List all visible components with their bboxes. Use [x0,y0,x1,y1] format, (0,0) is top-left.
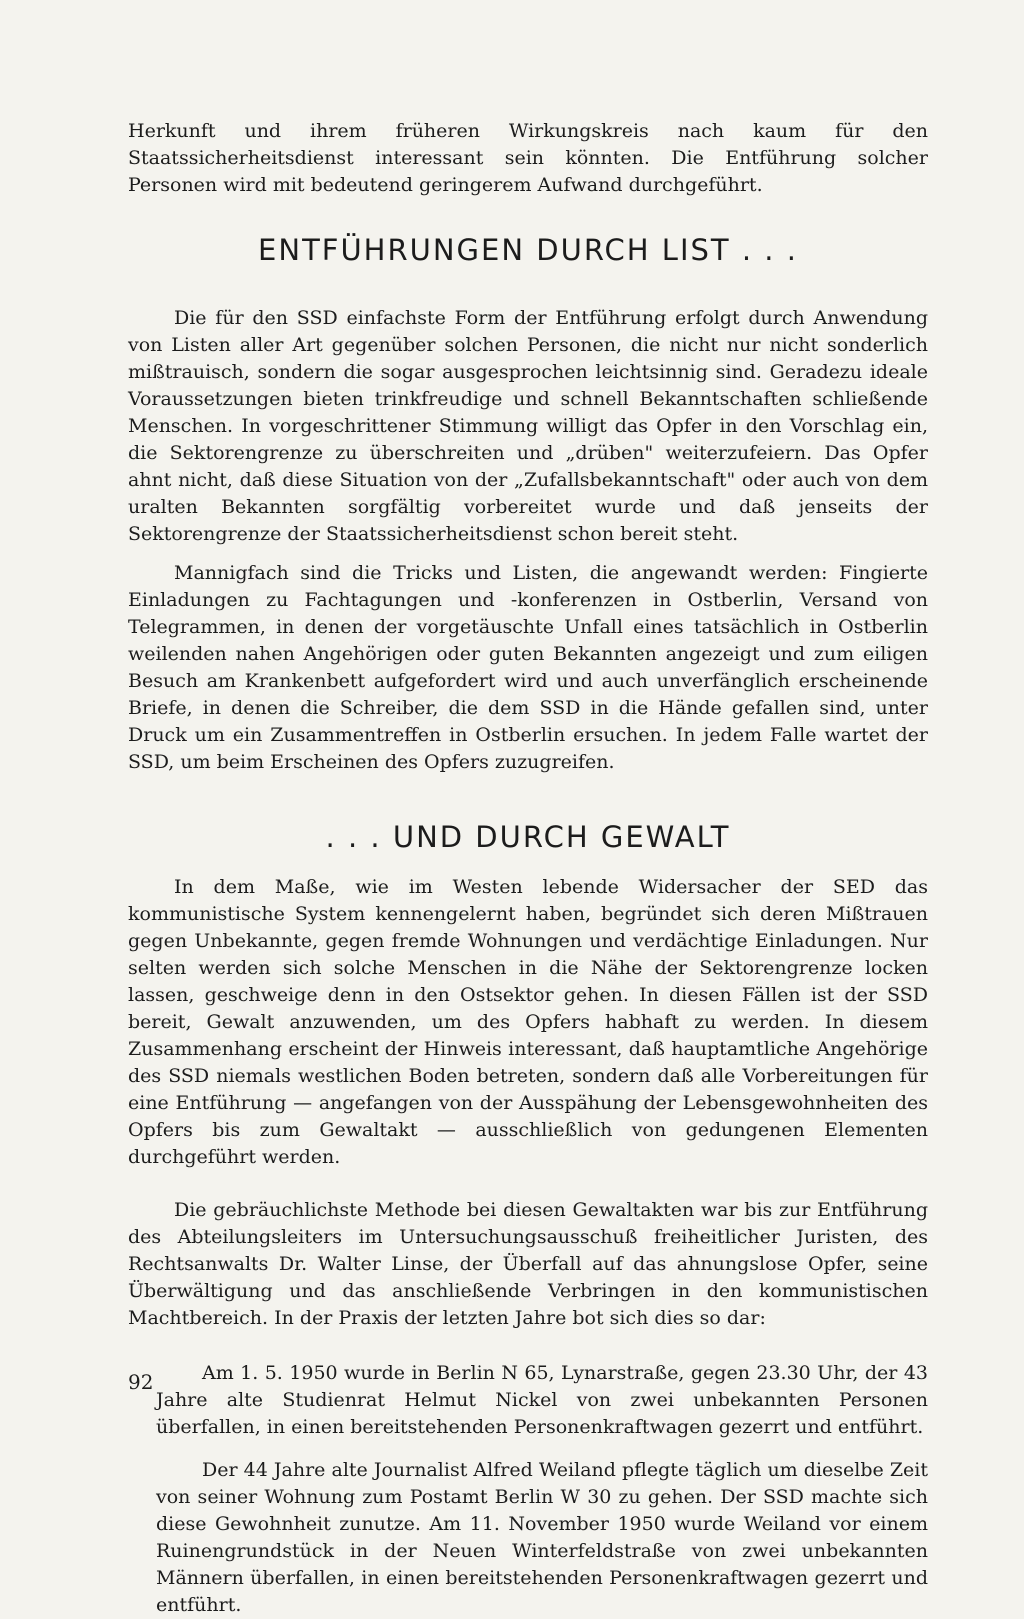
body-paragraph: In dem Maße, wie im Westen lebende Widersacher der SED das kommunistische System kennengelernt haben, begründet sich deren Mißtrauen gegen Unbekannte, gegen fremde Wohnungen und verdächtige Einladungen. Nur selten werden sich solche Menschen in die Nähe der Sektorengrenze locken lassen, geschweige denn in den Ostsektor gehen. In diesen Fällen ist der SSD bereit, Gewalt anzuwenden, um des Opfers habhaft zu werden. In diesem Zusammenhang erscheint der Hinweis interessant, daß hauptamtliche Angehörige des SSD niemals westlichen Boden betreten, sondern daß alle Vorbereitungen für eine Entführung — angefangen von der Ausspähung der Lebensgewohnheiten des Opfers bis zum Gewaltakt — ausschließlich von gedungenen Elementen durchgeführt werden. [128,876,928,1168]
case-paragraph: Am 1. 5. 1950 wurde in Berlin N 65, Lynarstraße, gegen 23.30 Uhr, der 43 Jahre alte Studienrat Helmut Nickel von zwei unbekannten Personen überfallen, in einen bereitstehenden Personenkraftwagen gezerrt und entführt. [156,1362,928,1438]
section-heading-list: ENTFÜHRUNGEN DURCH LIST . . . [258,233,798,267]
body-paragraph: Die für den SSD einfachste Form der Entführung erfolgt durch Anwendung von Listen aller Art gegenüber solchen Personen, die nicht nur nicht sonderlich mißtrauisch, sondern die sogar ausgesprochen leichtsinnig sind. Geradezu ideale Voraussetzungen bieten trinkfreudige und schnell Bekanntschaften schließende Menschen. In vorgeschrittener Stimmung willigt das Opfer in den Vorschlag ein, die Sektorengrenze zu überschreiten und „drüben" weiterzufeiern. Das Opfer ahnt nicht, daß diese Situation von der „Zufallsbekanntschaft" oder auch von dem uralten Bekannten sorgfältig vorbereitet wurde und daß jenseits der Sektorengrenze der Staatssicherheitsdienst schon bereit steht. [128,307,928,545]
section-heading-gewalt: . . . UND DURCH GEWALT [325,820,731,854]
body-paragraph: Die gebräuchlichste Methode bei diesen Gewaltakten war bis zur Entführung des Abteilungsleiters im Untersuchungsausschuß freiheitlicher Juristen, des Rechtsanwalts Dr. Walter Linse, der Überfall auf das ahnungslose Opfer, seine Überwältigung und das anschließende Verbringen in den kommunistischen Machtbereich. In der Praxis der letzten Jahre bot sich dies so dar: [128,1199,928,1329]
intro-paragraph: Herkunft und ihrem früheren Wirkungskreis nach kaum für den Staatssicherheitsdienst interessant sein könnten. Die Entführung solcher Personen wird mit bedeutend geringerem Aufwand durchgeführt. [128,120,928,196]
page-number: 92 [128,1370,154,1394]
body-paragraph: Mannigfach sind die Tricks und Listen, die angewandt werden: Fingierte Einladungen zu Fachtagungen und -konferenzen in Ostberlin, Versand von Telegrammen, in denen der vorgetäuschte Unfall eines tatsächlich in Ostberlin weilenden nahen Angehörigen oder guten Bekannten angezeigt und zum eiligen Besuch am Krankenbett aufgefordert wird und auch unverfänglich erscheinende Briefe, in denen die Schreiber, die dem SSD in die Hände gefallen sind, unter Druck um ein Zusammentreffen in Ostberlin ersuchen. In jedem Falle wartet der SSD, um beim Erscheinen des Opfers zuzugreifen. [128,562,928,773]
case-paragraph: Der 44 Jahre alte Journalist Alfred Weiland pflegte täglich um dieselbe Zeit von seiner Wohnung zum Postamt Berlin W 30 zu gehen. Der SSD machte sich diese Gewohnheit zunutze. Am 11. November 1950 wurde Weiland vor einem Ruinengrundstück in der Neuen Winterfeldstraße von zwei unbekannten Männern überfallen, in einen bereitstehenden Personenkraftwagen gezerrt und entführt. [156,1459,928,1616]
